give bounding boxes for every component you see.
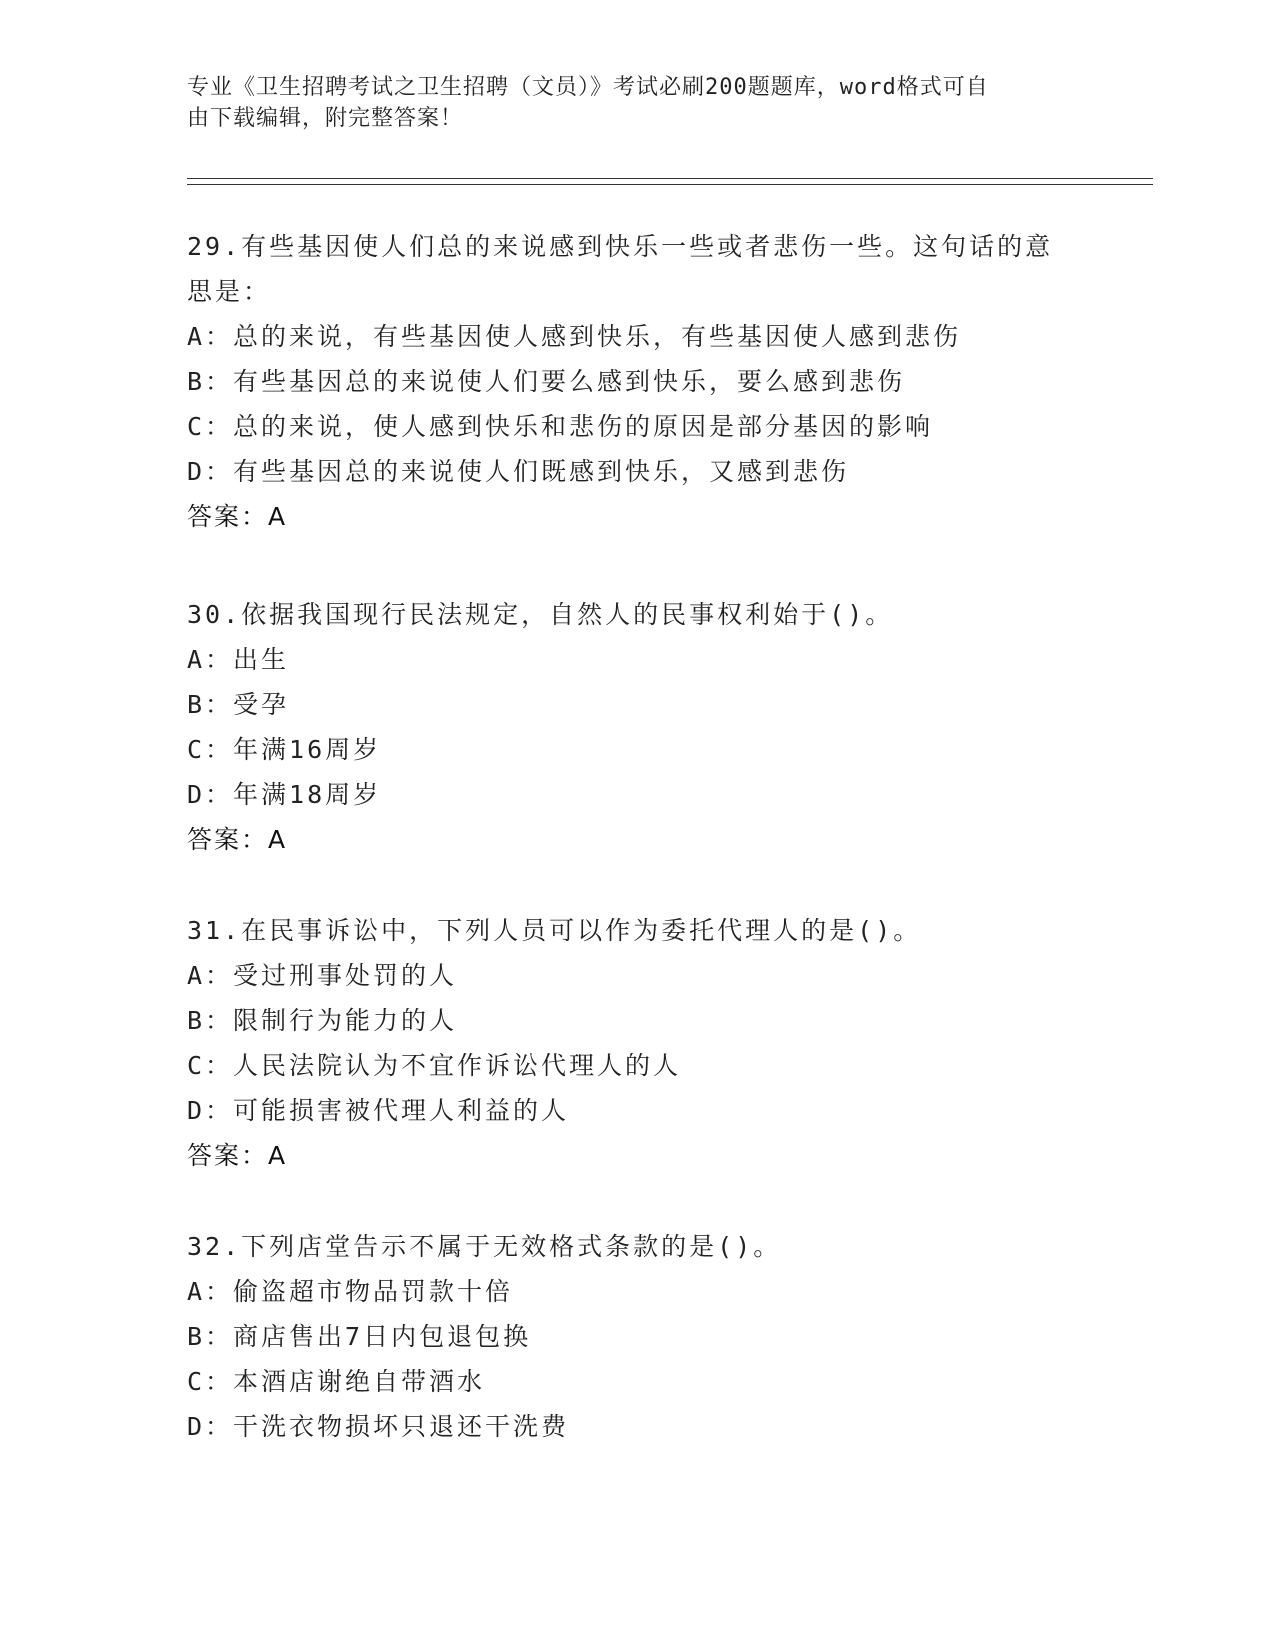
option-c: C：本酒店谢绝自带酒水	[187, 1367, 486, 1396]
option-b: B：商店售出7日内包退包换	[187, 1322, 532, 1351]
option-c: C：人民法院认为不宜作诉讼代理人的人	[187, 1051, 682, 1080]
option-a: A：出生	[187, 645, 290, 674]
question-stem: 31.在民事诉讼中，下列人员可以作为委托代理人的是()。	[187, 916, 922, 945]
question-stem: 30.依据我国现行民法规定，自然人的民事权利始于()。	[187, 600, 894, 629]
header-line-1: 专业《卫生招聘考试之卫生招聘（文员）》考试必刷200题题库，word格式可自	[187, 75, 989, 100]
answer: 答案：A	[187, 1141, 288, 1170]
option-d: D：年满18周岁	[187, 780, 382, 809]
header-double-rule	[187, 178, 1153, 185]
option-a: A：偷盗超市物品罚款十倍	[187, 1277, 514, 1306]
option-b: B：受孕	[187, 690, 290, 719]
question-30	[187, 592, 1087, 862]
option-c: C：年满16周岁	[187, 735, 382, 764]
question-stem-continued: 思是：	[187, 277, 272, 306]
option-d: D：可能损害被代理人利益的人	[187, 1096, 570, 1125]
option-d: D：有些基因总的来说使人们既感到快乐，又感到悲伤	[187, 457, 850, 486]
answer: 答案：A	[187, 502, 288, 531]
question-31	[187, 908, 1087, 1178]
document-header	[187, 72, 1087, 134]
header-line-2: 由下载编辑，附完整答案！	[187, 106, 464, 131]
question-29	[187, 224, 1087, 539]
question-stem: 29.有些基因使人们总的来说感到快乐一些或者悲伤一些。这句话的意	[187, 232, 1054, 261]
option-c: C：总的来说，使人感到快乐和悲伤的原因是部分基因的影响	[187, 412, 934, 441]
option-b: B：有些基因总的来说使人们要么感到快乐，要么感到悲伤	[187, 367, 906, 396]
question-stem: 32.下列店堂告示不属于无效格式条款的是()。	[187, 1232, 782, 1261]
option-a: A：总的来说，有些基因使人感到快乐，有些基因使人感到悲伤	[187, 322, 962, 351]
question-32	[187, 1224, 1087, 1449]
option-a: A：受过刑事处罚的人	[187, 961, 458, 990]
option-b: B：限制行为能力的人	[187, 1006, 458, 1035]
answer: 答案：A	[187, 825, 288, 854]
option-d: D：干洗衣物损坏只退还干洗费	[187, 1412, 570, 1441]
